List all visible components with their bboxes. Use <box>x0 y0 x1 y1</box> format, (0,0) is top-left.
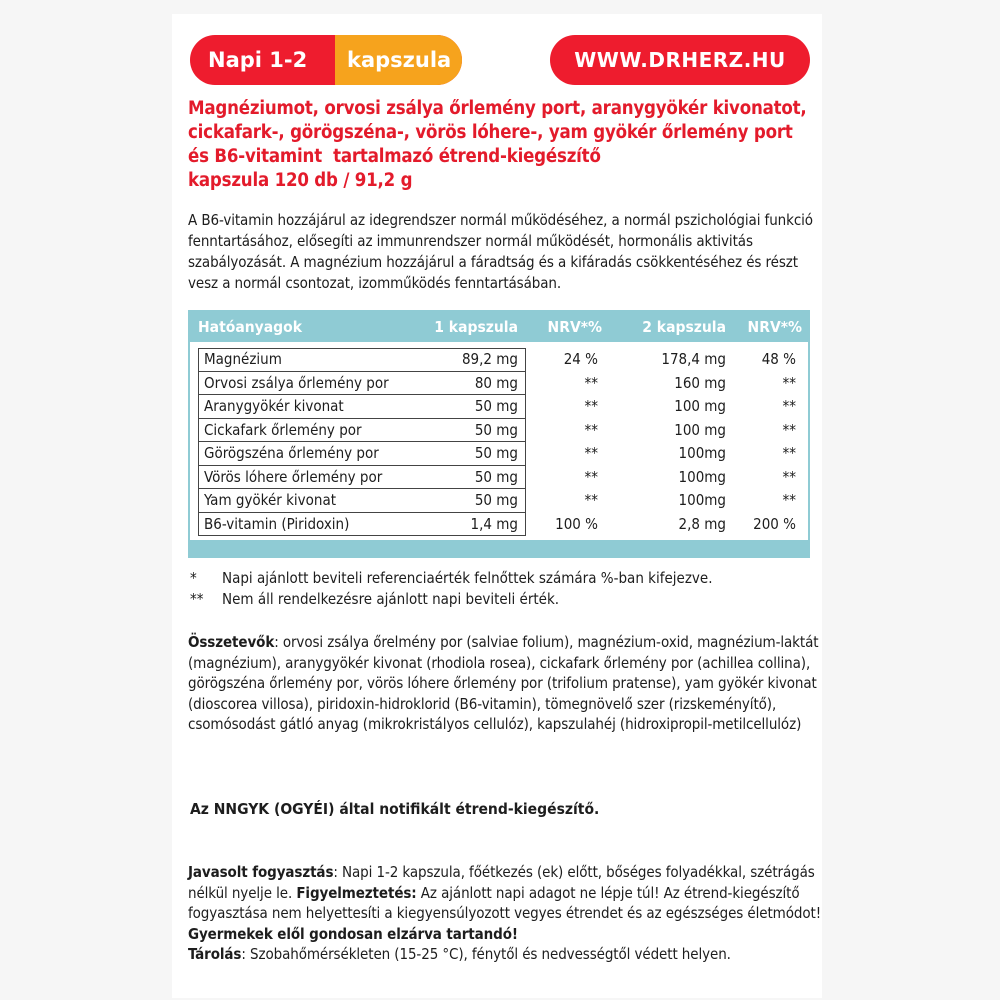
nrv-one-capsule: ** <box>584 491 598 509</box>
header-active-ingredients: Hatóanyagok <box>198 318 302 336</box>
ingredient-name: Yam gyökér kivonat <box>204 491 337 509</box>
usage-instructions <box>188 862 828 965</box>
table-row <box>198 466 800 490</box>
nrv-two-capsules: ** <box>782 373 796 392</box>
nrv-one-capsule: ** <box>584 373 598 392</box>
dose-one-capsule: 50 mg <box>474 444 518 462</box>
dose-one-capsule: 80 mg <box>474 373 518 392</box>
nrv-one-capsule: ** <box>584 420 598 439</box>
nrv-two-capsules: ** <box>782 491 796 509</box>
table-row <box>198 513 800 537</box>
active-ingredients-table <box>188 310 810 558</box>
website-badge: WWW.DRHERZ.HU <box>550 35 810 85</box>
headline-line: Magnéziumot, orvosi zsálya őrlemény port, aranygyökér kivonatot, <box>188 98 807 119</box>
health-claims-text: A B6-vitamin hozzájárul az idegrendszer normál működéséhez, a normál pszichológiai funkció fenntartásához, elősegíti az immunrendszer normál működését, hormonális aktivitás szabályozását. A magnézium hozzájárul a fáradtság és a kifáradás csökkentéséhez és részt vesz a normál csontozat, izomműködés fenntartásában. <box>188 211 813 292</box>
dose-two-capsules: 100mg <box>678 444 726 462</box>
ingredient-name: B6-vitamin (Piridoxin) <box>204 514 350 533</box>
nrv-one-capsule: 100 % <box>555 514 598 533</box>
dose-unit: kapszula <box>335 35 462 85</box>
ingredient-name: Magnézium <box>204 350 282 368</box>
table-row <box>198 419 800 443</box>
daily-dose-badge <box>190 35 462 85</box>
table-row <box>198 348 800 372</box>
header-two-capsules: 2 kapszula <box>642 318 726 336</box>
dose-one-capsule: 50 mg <box>474 420 518 439</box>
notification-statement: Az NNGYK (OGYÉI) által notifikált étrend-kiegészítő. <box>190 800 600 818</box>
table-header <box>190 312 808 342</box>
ingredient-name: Orvosi zsálya őrlemény por <box>204 373 389 392</box>
ingredients-label: Összetevők <box>188 633 275 651</box>
nrv-two-capsules: ** <box>782 420 796 439</box>
product-headline <box>188 97 818 193</box>
nrv-one-capsule: 24 % <box>563 350 598 368</box>
dose-two-capsules: 178,4 mg <box>661 350 726 368</box>
nrv-two-capsules: 200 % <box>753 514 796 533</box>
headline-line: cickafark-, görögszéna-, vörös lóhere-, yam gyökér őrlemény port <box>188 122 793 143</box>
ingredient-name: Görögszéna őrlemény por <box>204 444 379 462</box>
table-row <box>198 395 800 419</box>
table-footer-band <box>190 540 808 556</box>
nrv-one-capsule: ** <box>584 397 598 415</box>
ingredient-name: Aranygyökér kivonat <box>204 397 344 415</box>
footnote-mark: * <box>190 569 197 587</box>
dose-one-capsule: 50 mg <box>474 491 518 509</box>
ingredient-name: Cickafark őrlemény por <box>204 420 362 439</box>
storage-text: : Szobahőmérsékleten (15-25 °C), fénytől és nedvességtől védett helyen. <box>241 945 731 963</box>
headline-line: és B6-vitamint tartalmazó étrend-kiegészítő <box>188 146 601 167</box>
table-body <box>198 348 800 536</box>
nrv-one-capsule: ** <box>584 444 598 462</box>
storage-label: Tárolás <box>188 945 242 963</box>
ingredient-name: Vörös lóhere őrlemény por <box>204 467 383 486</box>
table-row <box>198 442 800 466</box>
keep-away-warning: Gyermekek elől gondosan elzárva tartandó! <box>188 924 518 943</box>
dose-two-capsules: 100 mg <box>674 397 726 415</box>
warning-text: Az ajánlott napi adagot ne lépje túl! Az étrend-kiegészítő fogyasztása nem helyettesíti a kiegyensúlyozott vegyes étrendet és az egészséges életmódot! <box>188 883 821 922</box>
usage-text: : Napi 1-2 kapszula, főétkezés (ek) előtt, bőséges folyadékkal, szétrágás nélkül nyelje le. <box>188 863 815 902</box>
warning-label: Figyelmeztetés: <box>296 883 417 902</box>
dose-two-capsules: 2,8 mg <box>678 514 726 533</box>
dose-two-capsules: 100mg <box>678 467 726 486</box>
dose-one-capsule: 1,4 mg <box>470 514 518 533</box>
nrv-two-capsules: ** <box>782 444 796 462</box>
header-nrv-2: NRV*% <box>747 318 802 336</box>
table-row <box>198 372 800 396</box>
header-one-capsule: 1 kapszula <box>434 318 518 336</box>
dose-two-capsules: 100mg <box>678 491 726 509</box>
nrv-two-capsules: 48 % <box>761 350 796 368</box>
nrv-one-capsule: ** <box>584 467 598 486</box>
table-row <box>198 489 800 513</box>
footnotes <box>190 568 820 610</box>
dose-one-capsule: 50 mg <box>474 397 518 415</box>
dose-amount: Napi 1-2 <box>208 48 308 72</box>
usage-label: Javasolt fogyasztás <box>188 863 334 881</box>
ingredients-text <box>188 632 828 735</box>
nrv-two-capsules: ** <box>782 467 796 486</box>
footnote-no-nrv: Nem áll rendelkezésre ajánlott napi beviteli érték. <box>222 590 560 608</box>
nrv-two-capsules: ** <box>782 397 796 415</box>
header-nrv-1: NRV*% <box>547 318 602 336</box>
headline-line: kapszula 120 db / 91,2 g <box>188 170 413 191</box>
footnote-nrv: Napi ajánlott beviteli referenciaérték felnőttek számára %-ban kifejezve. <box>222 569 713 587</box>
dose-two-capsules: 160 mg <box>674 373 726 392</box>
dose-one-capsule: 89,2 mg <box>461 350 518 368</box>
dose-one-capsule: 50 mg <box>474 467 518 486</box>
ingredients-list: : orvosi zsálya őrelmény por (salviae folium), magnézium-oxid, magnézium-laktát (magnézium), aranygyökér kivonat (rhodiola rosea), cickafark őrlemény por (achillea collina), görögszéna őrlemény por, vörös lóhere őrlemény por (trifolium pratense), yam gyökér kivonat (dioscorea villosa), piridoxin-hidroklorid (B6-vitamin), tömegnövelő szer (rizskeményítő), csomósodást gátló anyag (mikrokristályos cellulóz), kapszulahéj (hidroxipropil-metilcellulóz) <box>188 633 819 733</box>
dose-two-capsules: 100 mg <box>674 420 726 439</box>
footnote-mark: ** <box>190 590 204 608</box>
